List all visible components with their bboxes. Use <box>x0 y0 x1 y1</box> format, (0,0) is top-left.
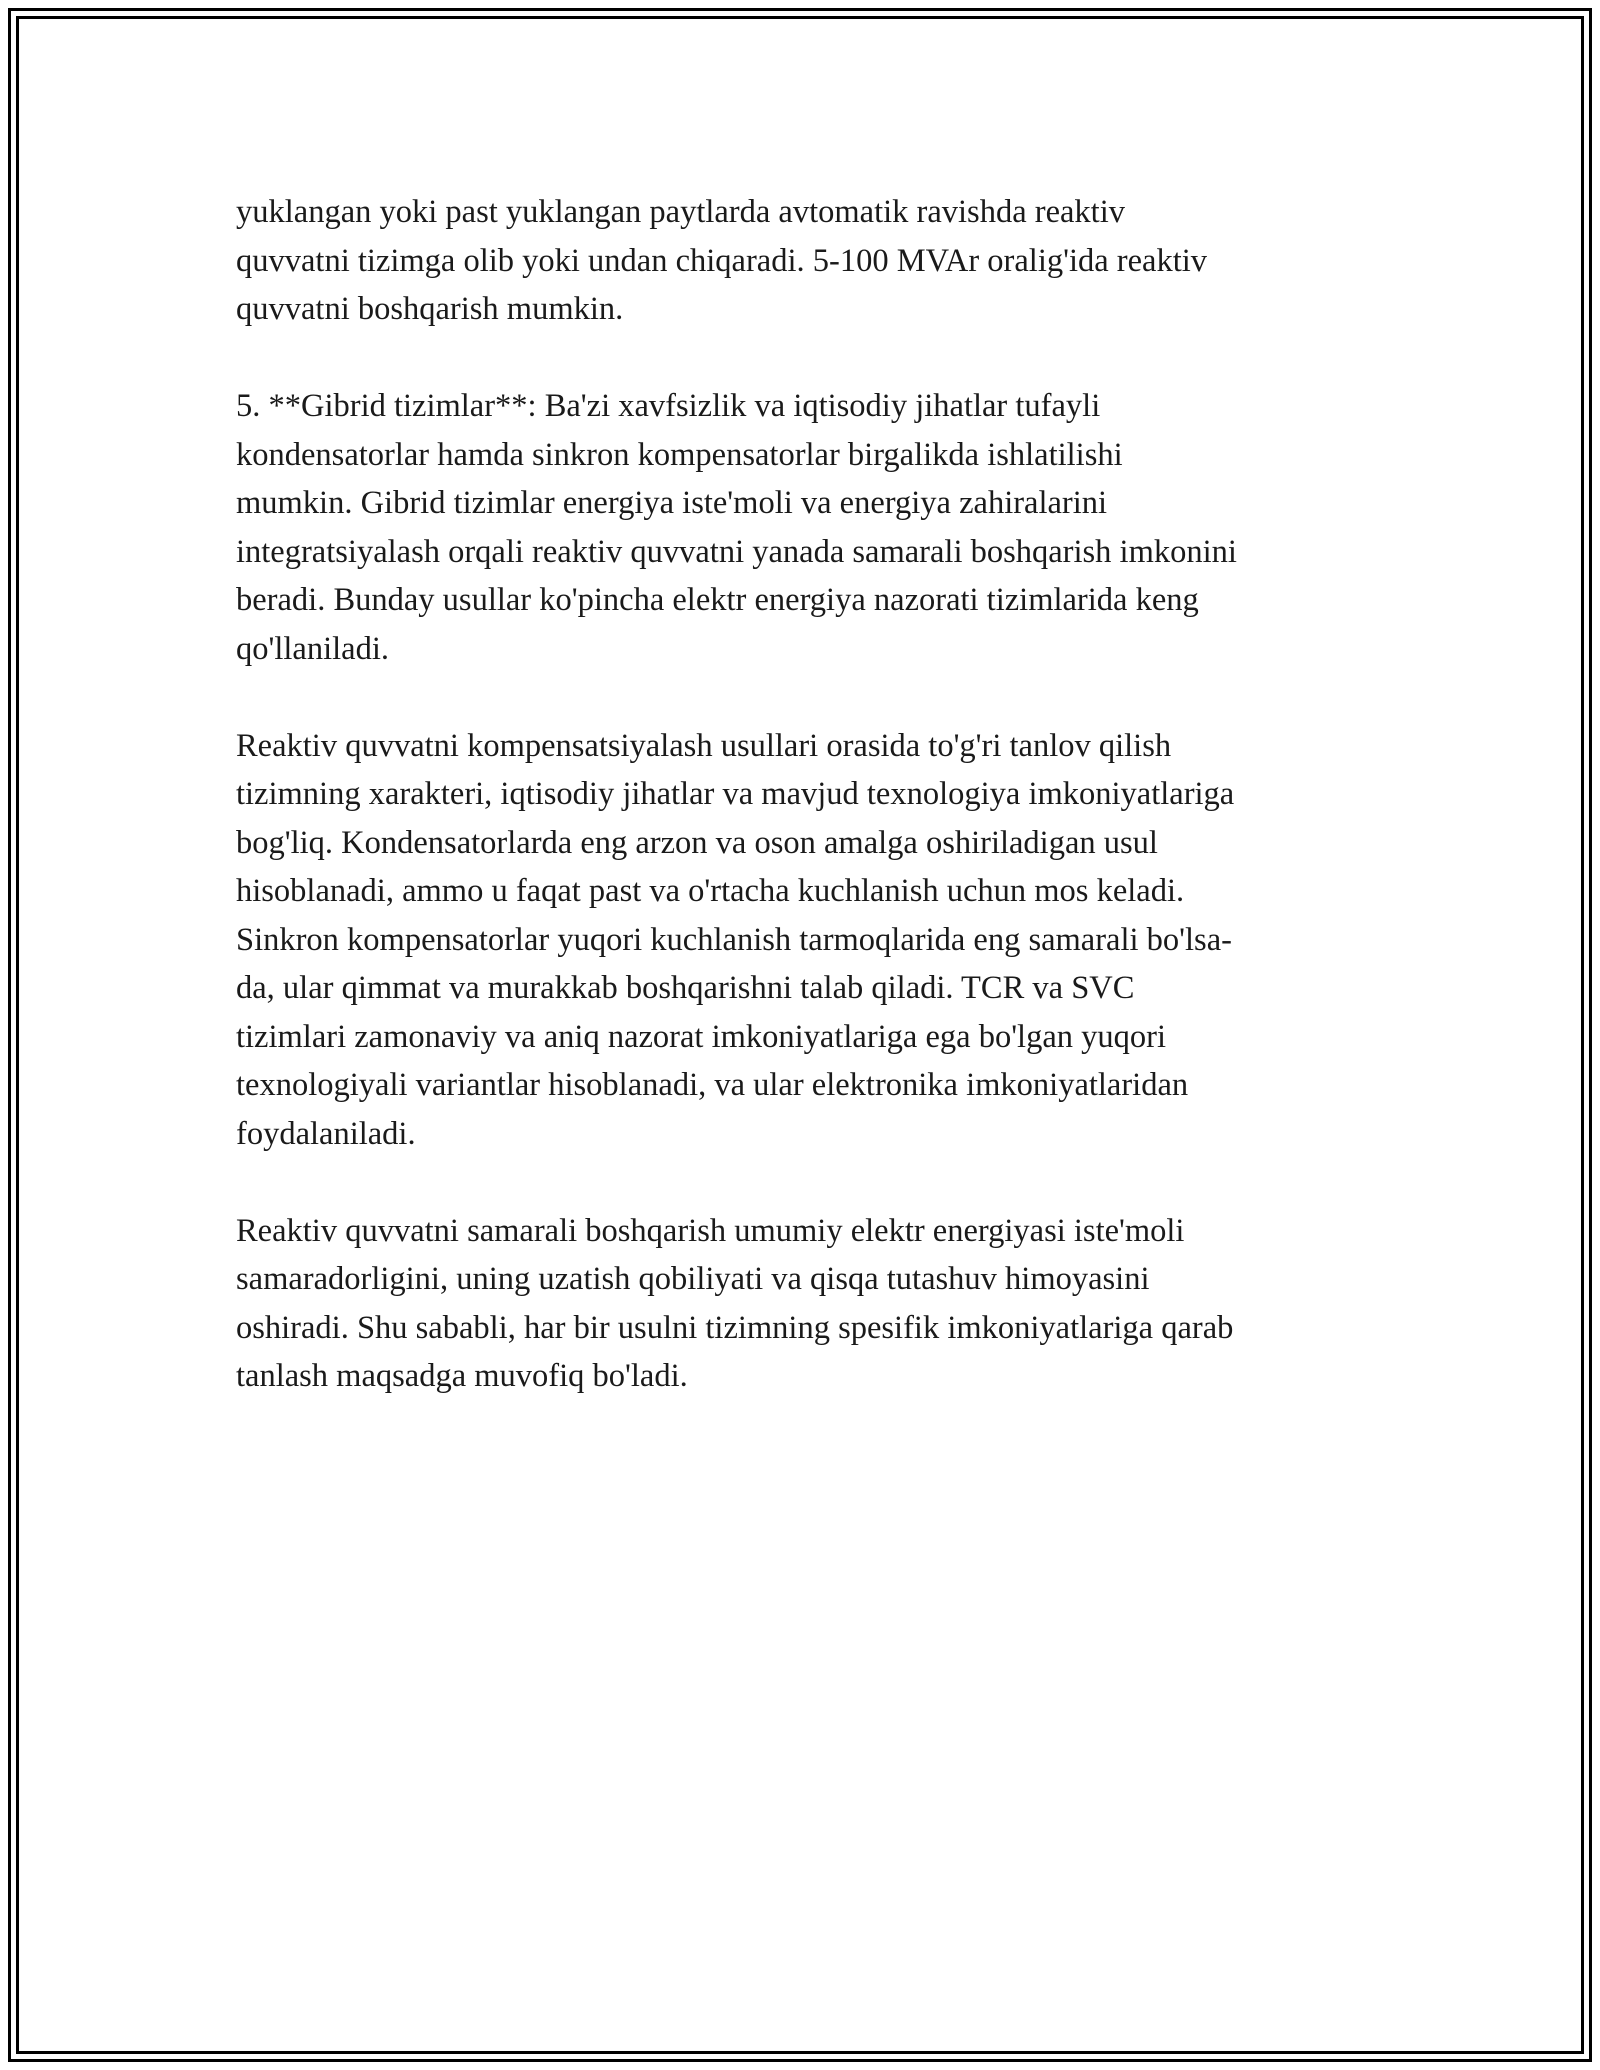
paragraph-continuation: yuklangan yoki past yuklangan paytlarda avtomatik ravishda reaktiv quvvatni tizimga olib yoki undan chiqaradi. 5-100 MVAr oralig'ida reaktiv quvvatni boshqarish mumkin. <box>236 194 1208 327</box>
paragraph-method-selection: Reaktiv quvvatni kompensatsiyalash usullari orasida to'g'ri tanlov qilish tizimning xarakteri, iqtisodiy jihatlar va mavjud texnologiya imkoniyatlariga bog'liq. Kondensatorlarda eng arzon va oson amalga oshiriladigan usul hisoblanadi, ammo u faqat past va o'rtacha kuchlanish uchun mos keladi. Sinkron kompensatorlar yuqori kuchlanish tarmoqlarida eng samarali bo'lsa- da, ular qimmat va murakkab boshqarishni talab qiladi. TCR va SVC tizimlari zamonaviy va aniq nazorat imkoniyatlariga ega bo'lgan yuqori texnologiyali variantlar hisoblanadi, va ular elektronika imkoniyatlaridan foydalaniladi. <box>236 727 1235 1152</box>
paragraph-hybrid-systems: 5. **Gibrid tizimlar**: Ba'zi xavfsizlik va iqtisodiy jihatlar tufayli kondensatorlar hamda sinkron kompensatorlar birgalikda ishlatilishi mumkin. Gibrid tizimlar energiya iste'moli va energiya zahiralarini integratsiyalash orqali reaktiv quvvatni yanada samarali boshqarish imkonini beradi. Bunday usullar ko'pincha elektr energiya nazorati tizimlarida keng qo'llaniladi. <box>236 388 1237 667</box>
document-body <box>236 188 1376 1449</box>
paragraph-conclusion: Reaktiv quvvatni samarali boshqarish umumiy elektr energiyasi iste'moli samaradorligini, uning uzatish qobiliyati va qisqa tutashuv himoyasini oshiradi. Shu sababli, har bir usulni tizimning spesifik imkoniyatlariga qarab tanlash maqsadga muvofiq bo'ladi. <box>236 1212 1234 1394</box>
